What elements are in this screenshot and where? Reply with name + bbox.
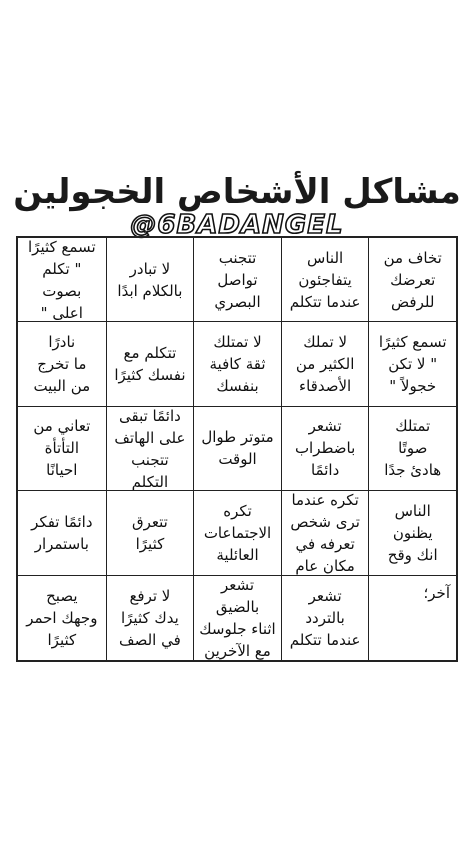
grid-cell: تخاف من تعرضك للرفض (368, 238, 456, 322)
grid-cell: لا ترفع يدك كثيرًا في الصف (106, 576, 194, 660)
grid-cell: تكره عندما ترى شخص تعرفه في مكان عام (281, 491, 369, 575)
grid-cell: دائمًا تبقى على الهاتف تتجنب التكلم (106, 407, 194, 491)
grid-cell: متوتر طوال الوقت (193, 407, 281, 491)
page-title: مشاكل الأشخاص الخجولين (13, 172, 461, 212)
author-handle: @6BADANGEL (130, 210, 344, 240)
grid-cell: تشعر باضطراب دائمًا (281, 407, 369, 491)
grid-cell: الناس يظنون انك وقح (368, 491, 456, 575)
grid-cell: تسمع كثيرًا " تكلم بصوت اعلى " (18, 238, 106, 322)
grid-cell: تتعرق كثيرًا (106, 491, 194, 575)
grid-cell: تكره الاجتماعات العائلية (193, 491, 281, 575)
grid-cell: لا تملك الكثير من الأصدقاء (281, 322, 369, 406)
grid-cell-other: آخر؛ (368, 576, 456, 660)
grid-cell: تعاني من التأتأة احيانًا (18, 407, 106, 491)
grid-cell: الناس يتفاجئون عندما تتكلم (281, 238, 369, 322)
grid-cell: تشعر بالتردد عندما تتكلم (281, 576, 369, 660)
grid-cell: تشعر بالضيق اثناء جلوسك مع الآخرين (193, 576, 281, 660)
grid-cell: تمتلك صوتًا هادئ جدًا (368, 407, 456, 491)
grid-cell: تتجنب تواصل البصري (193, 238, 281, 322)
grid-cell: لا تمتلك ثقة كافية بنفسك (193, 322, 281, 406)
grid-cell: يصبح وجهك احمر كثيرًا (26, 586, 98, 649)
grid-cell: لا تبادر بالكلام ابدًا (106, 238, 194, 322)
grid-cell: تسمع كثيرًا " لا تكن خجولاً " (368, 322, 456, 406)
grid-cell: تتكلم مع نفسك كثيرًا (106, 322, 194, 406)
grid-cell: دائمًا تفكر باستمرار (18, 491, 106, 575)
shyness-grid (16, 236, 458, 662)
grid-cell: نادرًا ما تخرج من البيت (18, 322, 106, 406)
